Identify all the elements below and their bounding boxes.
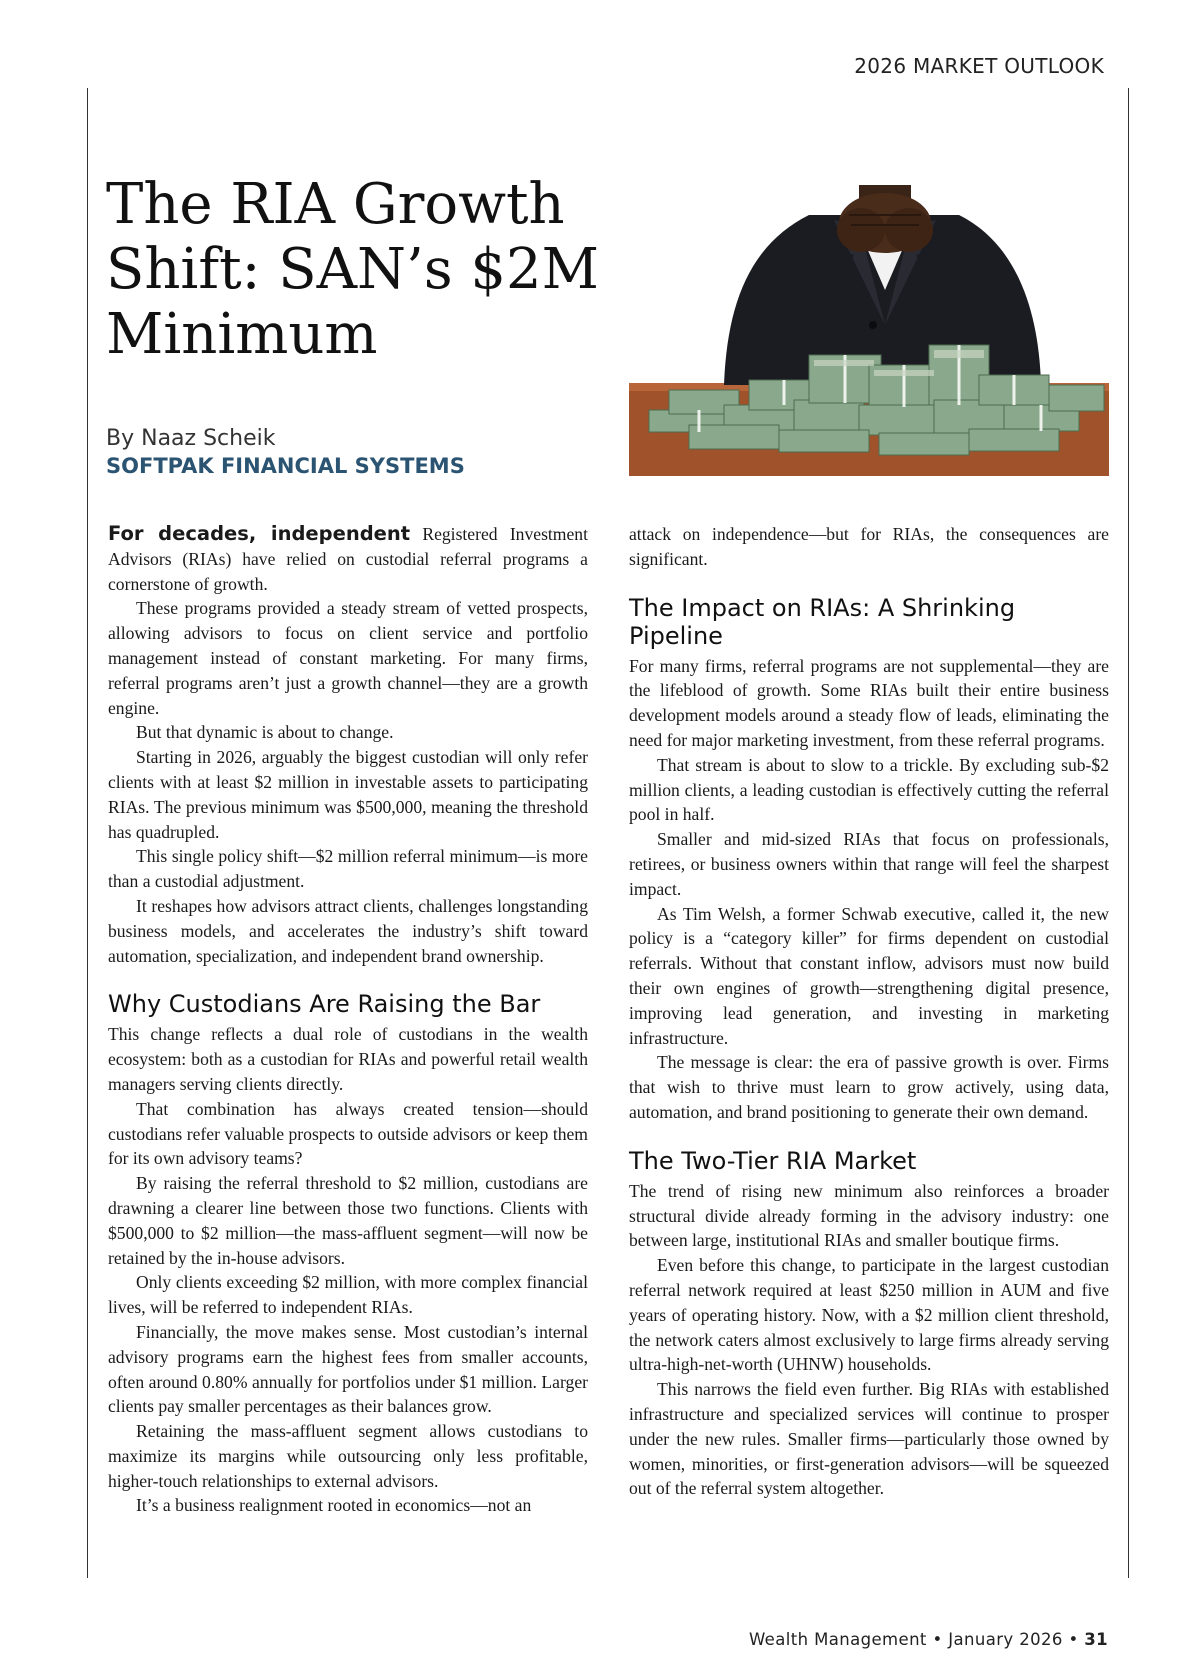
paragraph: For many firms, referral programs are not supplemental—they are the lifeblood of growth. Some RIAs built their entire business development models around a steady flow of leads, eliminating the need for major marketing investment, from these referral programs. bbox=[629, 655, 1109, 750]
paragraph: Starting in 2026, arguably the biggest custodian will only refer clients with at least $2 million in investable assets to participating RIAs. The previous minimum was $500,000, meaning the threshold has quadrupled. bbox=[108, 747, 588, 842]
paragraph: The message is clear: the era of passive growth is over. Firms that wish to thrive must learn to grow actively, using data, automation, and brand positioning to generate their own demand. bbox=[629, 1052, 1109, 1122]
paragraph: It’s a business realignment rooted in economics—not an bbox=[136, 1495, 532, 1516]
publication-info: Wealth Management • January 2026 • bbox=[748, 1630, 1085, 1649]
company-name: SOFTPAK FINANCIAL SYSTEMS bbox=[106, 454, 465, 478]
paragraph: These programs provided a steady stream of vetted prospects, allowing advisors to focus on client service and portfolio management instead of constant marketing. For many firms, referral programs aren’t just a growth channel—they are a growth engine. bbox=[108, 598, 588, 718]
paragraph: But that dynamic is about to change. bbox=[136, 722, 394, 743]
paragraph: attack on independence—but for RIAs, the consequences are significant. bbox=[629, 524, 1109, 569]
lead-in: For decades, independent bbox=[108, 522, 411, 545]
paragraph: Retaining the mass-affluent segment allows custodians to maximize its margins while outsourcing only less profitable, higher-touch relationships to external advisors. bbox=[108, 1421, 588, 1491]
section-heading: The Two-Tier RIA Market bbox=[629, 1146, 917, 1175]
paragraph: For decades, independent Registered Investment Advisors (RIAs) have relied on custodial referral programs a cornerstone of growth. bbox=[108, 522, 588, 594]
paragraph: This narrows the field even further. Big RIAs with established infrastructure and specialized services will continue to prosper under the new rules. Smaller firms—particularly those owned by women, minorities, or first-generation advisors—will be squeezed out of the referral system altogether. bbox=[629, 1379, 1109, 1499]
paragraph: The trend of rising new minimum also reinforces a broader structural divide already forming in the advisory industry: one between large, institutional RIAs and smaller boutique firms. bbox=[629, 1180, 1109, 1251]
paragraph: That stream is about to slow to a trickle. By excluding sub-$2 million clients, a leading custodian is effectively cutting the referral pool in half. bbox=[629, 754, 1109, 825]
page-number: 31 bbox=[1084, 1630, 1108, 1649]
article-column-right bbox=[629, 522, 1109, 1501]
section-label: 2026 MARKET OUTLOOK bbox=[854, 54, 1104, 78]
paragraph: By raising the referral threshold to $2 million, custodians are drawning a clearer line between those two functions. Clients with $500,000 to $2 million—the mass-affluent segment—will now be retained by the in-house advisors. bbox=[108, 1173, 588, 1268]
page-footer bbox=[749, 1630, 1108, 1649]
paragraph: It reshapes how advisors attract clients, challenges longstanding business models, and accelerates the industry’s shift toward automation, specialization, and independent brand ownership. bbox=[108, 895, 588, 966]
paragraph: That combination has always created tension—should custodians refer valuable prospects to outside advisors or keep them for its own advisory teams? bbox=[108, 1098, 588, 1169]
paragraph: This single policy shift—$2 million referral minimum—is more than a custodial adjustment. bbox=[108, 846, 588, 892]
article-column-left bbox=[108, 522, 588, 1518]
section-heading: The Impact on RIAs: A Shrinking Pipeline bbox=[629, 593, 1016, 650]
businessman-with-cash-photo bbox=[629, 185, 1109, 476]
paragraph: Financially, the move makes sense. Most custodian’s internal advisory programs earn the highest fees from smaller accounts, often around 0.80% annually for portfolios under $1 million. Larger clients pay smaller percentages as their balances grow. bbox=[108, 1321, 588, 1417]
paragraph: Only clients exceeding $2 million, with more complex financial lives, will be referred to independent RIAs. bbox=[108, 1272, 588, 1318]
right-margin-rule bbox=[1128, 88, 1129, 1578]
left-margin-rule bbox=[87, 88, 88, 1578]
paragraph: As Tim Welsh, a former Schwab executive, called it, the new policy is a “category killer” for firms dependent on custodial referrals. Without that constant inflow, advisors must now build their own engines of growth—strengthening digital presence, improving lead generation, and investing in marketing infrastructure. bbox=[629, 903, 1109, 1048]
paragraph: This change reflects a dual role of custodians in the wealth ecosystem: both as a custodian for RIAs and powerful retail wealth managers serving clients directly. bbox=[108, 1024, 588, 1094]
byline: By Naaz Scheik bbox=[106, 426, 276, 451]
article-title: The RIA Growth Shift: SAN’s $2M Minimum bbox=[106, 172, 599, 367]
section-heading: Why Custodians Are Raising the Bar bbox=[108, 990, 541, 1019]
paragraph: Even before this change, to participate in the largest custodian referral network required at least $250 million in AUM and five years of operating history. Now, with a $2 million client threshold, the network caters almost exclusively to large firms already serving ultra-high-net-worth (UHNW) households. bbox=[629, 1255, 1109, 1375]
paragraph: Smaller and mid-sized RIAs that focus on professionals, retirees, or business owners within that range will feel the sharpest impact. bbox=[629, 829, 1109, 899]
